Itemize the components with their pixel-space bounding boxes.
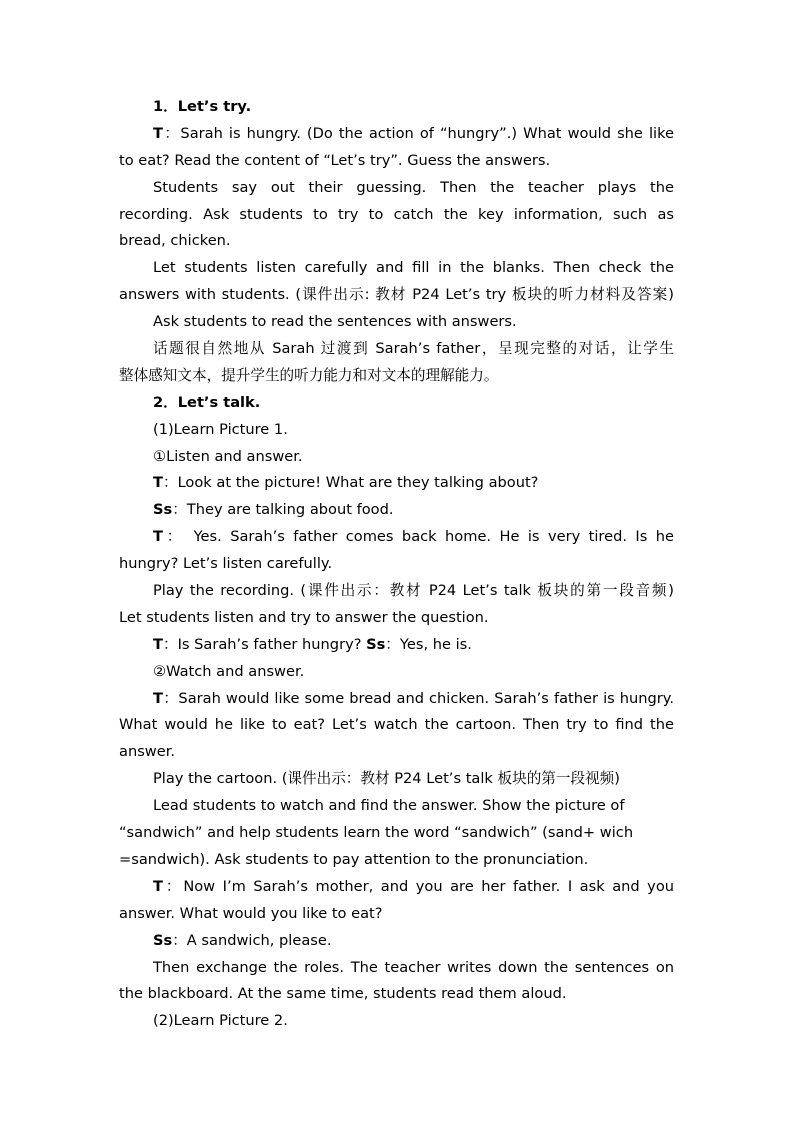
line-text: bread, chicken. <box>119 232 231 250</box>
speaker-label: Ss <box>366 635 386 653</box>
line-text: ：Is Sarah’s father hungry? <box>162 635 367 653</box>
text-line <box>119 712 674 739</box>
line-text: ：Sarah would like some bread and chicken. Sarah’s father is hungry. <box>162 689 674 707</box>
text-line <box>119 121 674 148</box>
text-line <box>119 148 674 175</box>
line-text: 2．Let’s talk. <box>153 393 261 411</box>
line-text: answers with students. (课件出示: 教材 P24 Let’s try 板块的听力材料及答案) <box>119 286 674 304</box>
line-text: ：A sandwich, please. <box>172 931 332 949</box>
text-line <box>119 282 674 309</box>
line-text: Let students listen carefully and fill in the blanks. Then check the <box>153 259 674 277</box>
line-text: What would he like to eat? Let’s watch the cartoon. Then try to find the <box>119 716 674 734</box>
line-text: the blackboard. At the same time, students read them aloud. <box>119 985 567 1003</box>
text-line <box>119 605 674 632</box>
line-text: (2)Learn Picture 2. <box>153 1012 288 1030</box>
line-text: Then exchange the roles. The teacher writes down the sentences on <box>153 958 674 976</box>
line-text: ②Watch and answer. <box>153 662 305 680</box>
speaker-label: T <box>153 877 163 895</box>
text-line <box>119 874 674 901</box>
text-line <box>119 820 674 847</box>
text-line <box>119 739 674 766</box>
line-text: Ask students to read the sentences with answers. <box>153 313 517 331</box>
text-line <box>119 336 674 363</box>
speaker-label: Ss <box>153 501 173 519</box>
line-text: ①Listen and answer. <box>153 447 303 465</box>
speaker-label: T <box>153 689 163 707</box>
speaker-label: Ss <box>153 931 173 949</box>
line-text: ：Sarah is hungry. (Do the action of “hungry”.) What would she like <box>162 124 674 142</box>
line-text: =sandwich). Ask students to pay attention to the pronunciation. <box>119 850 589 868</box>
text-line <box>119 578 674 605</box>
text-line <box>119 686 674 713</box>
speaker-label: T <box>153 528 163 546</box>
text-line <box>119 175 674 202</box>
document-page <box>119 94 674 1035</box>
line-text: Play the cartoon. (课件出示：教材 P24 Let’s talk 板块的第一段视频) <box>153 770 620 788</box>
text-line <box>119 309 674 336</box>
text-line <box>119 551 674 578</box>
text-line <box>119 955 674 982</box>
line-text: ： Yes. Sarah’s father comes back home. He is very tired. Is he <box>162 528 674 546</box>
line-text: “sandwich” and help students learn the word “sandwich” (sand+ wich <box>119 824 634 842</box>
line-text: 整体感知文本，提升学生的听力能力和对文本的理解能力。 <box>119 366 499 384</box>
speaker-label: T <box>153 474 163 492</box>
line-text: hungry? Let’s listen carefully. <box>119 555 333 573</box>
text-line <box>119 632 674 659</box>
line-text: Let students listen and try to answer the question. <box>119 608 489 626</box>
text-line <box>119 497 674 524</box>
text-line <box>119 444 674 471</box>
text-line <box>119 390 674 417</box>
text-line <box>119 847 674 874</box>
line-text: Students say out their guessing. Then the teacher plays the <box>153 178 674 196</box>
line-text: ：Look at the picture! What are they talking about? <box>162 474 539 492</box>
text-line <box>119 255 674 282</box>
line-text: 1．Let’s try. <box>153 98 252 115</box>
line-text: ：Now I’m Sarah’s mother, and you are her father. I ask and you <box>162 877 674 895</box>
text-line <box>119 470 674 497</box>
text-line <box>119 793 674 820</box>
text-line <box>119 901 674 928</box>
line-text: ：Yes, he is. <box>385 635 472 653</box>
line-text: answer. What would you like to eat? <box>119 904 383 922</box>
speaker-label: T <box>153 124 163 142</box>
line-text: recording. Ask students to try to catch the key information, such as <box>119 205 674 223</box>
text-line <box>119 524 674 551</box>
text-line <box>119 94 674 121</box>
line-text: Play the recording. (课件出示：教材 P24 Let’s talk 板块的第一段音频) <box>153 582 674 600</box>
line-text: ：They are talking about food. <box>172 501 394 519</box>
text-line <box>119 1008 674 1035</box>
text-line <box>119 417 674 444</box>
text-line <box>119 981 674 1008</box>
text-line <box>119 766 674 793</box>
text-line <box>119 228 674 255</box>
line-text: to eat? Read the content of “Let’s try”. Guess the answers. <box>119 151 551 169</box>
line-text: answer. <box>119 743 176 761</box>
text-line <box>119 202 674 229</box>
text-line <box>119 928 674 955</box>
line-text: (1)Learn Picture 1. <box>153 420 288 438</box>
line-text: Lead students to watch and find the answer. Show the picture of <box>153 797 625 815</box>
line-text: 话题很自然地从 Sarah 过渡到 Sarah’s father，呈现完整的对话，让学生 <box>153 340 674 358</box>
speaker-label: T <box>153 635 163 653</box>
text-line <box>119 659 674 686</box>
text-line <box>119 363 674 390</box>
